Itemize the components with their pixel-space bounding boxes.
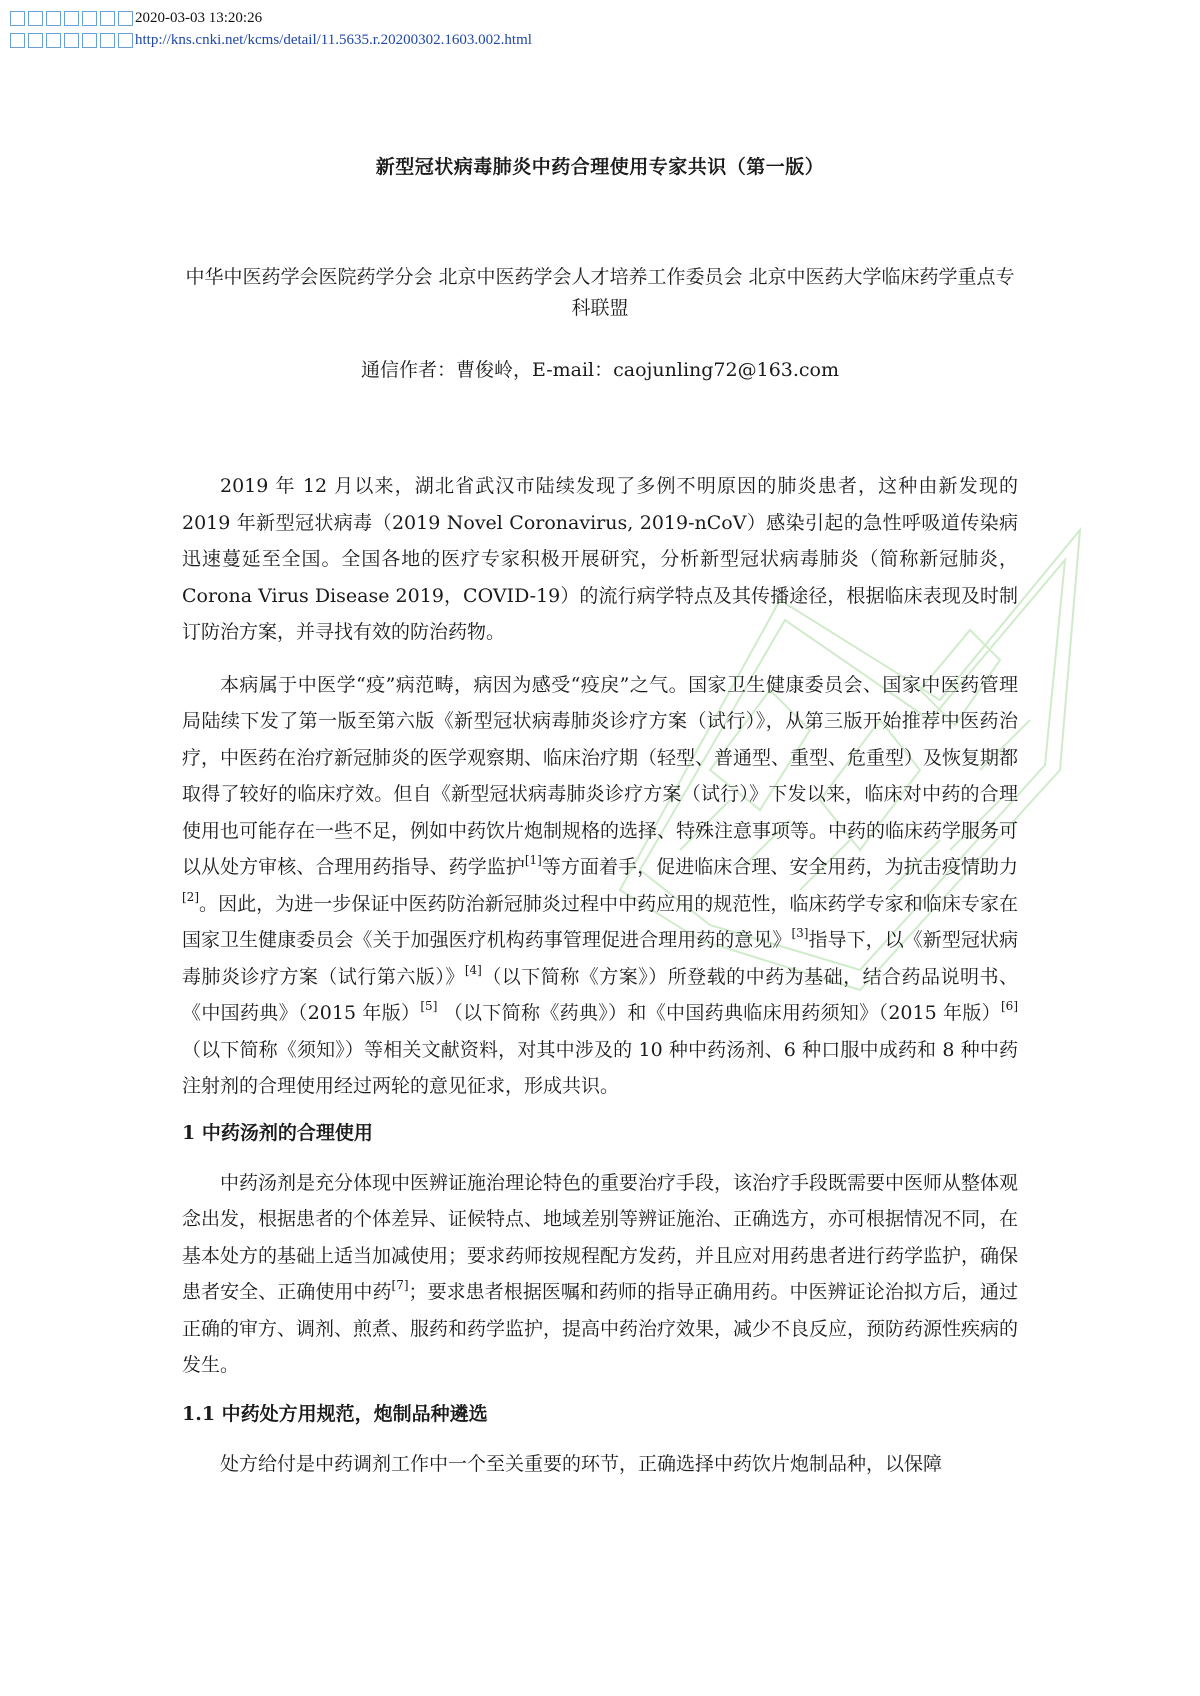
citation-6[interactable]: [6] xyxy=(1001,999,1018,1013)
paper-title: 新型冠状病毒肺炎中药合理使用专家共识（第一版） xyxy=(375,156,825,178)
download-header xyxy=(10,7,532,51)
section-1-paragraph: 中药汤剂是充分体现中医辨证施治理论特色的重要治疗手段，该治疗手段既需要中医师从整体观念出发，根据患者的个体差异、证候特点、地域差别等辨证施治、正确选方，亦可根据情况不同，在基本处方的基础上适当加减使用；要求药师按规程配方发药，并且应对用药患者进行药学监护，确保患者安全、正确使用中药[7]；要求患者根据医嘱和药师的指导正确用药。中医辨证论治拟方后，通过正确的审方、调剂、煎煮、服药和药学监护，提高中药治疗效果，减少不良反应，预防药源性疾病的发生。 xyxy=(182,1171,1019,1376)
background-paragraph: 本病属于中医学“疫”病范畴，病因为感受“疫戾”之气。国家卫生健康委员会、国家中医药管理局陆续下发了第一版至第六版《新型冠状病毒肺炎诊疗方案（试行）》，从第三版开始推荐中医药治疗，中医药在治疗新冠肺炎的医学观察期、临床治疗期（轻型、普通型、重型、危重型）及恢复期都取得了较好的临床疗效。但自《新型冠状病毒肺炎诊疗方案（试行）》下发以来，临床对中药的合理使用也可能存在一些不足，例如中药饮片炮制规格的选择、特殊注意事项等。中药的临床药学服务可以从处方审核、合理用药指导、药学监护[1]等方面着手，促进临床合理、安全用药，为抗击疫情助力[2]。因此，为进一步保证中医药防治新冠肺炎过程中中药应用的规范性，临床药学专家和临床专家在国家卫生健康委员会《关于加强医疗机构药事管理促进合理用药的意见》[3]指导下，以《新型冠状病毒肺炎诊疗方案（试行第六版）》[4]（以下简称《方案》）所登载的中药为基础，结合药品说明书、《中国药典》（2015 年版）[5] （以下简称《药典》）和《中国药典临床用药须知》（2015 年版）[6] （以下简称《须知》）等相关文献资料，对其中涉及的 10 种中药汤剂、6 种口服中成药和 8 种中药注射剂的合理使用经过两轮的意见征求，形成共识。 xyxy=(182,673,1019,1097)
download-timestamp: 2020-03-03 13:20:26 xyxy=(135,10,263,26)
placeholder-glyph-boxes xyxy=(10,33,133,48)
header-url-row xyxy=(10,29,532,51)
citation-2[interactable]: [2] xyxy=(182,889,199,904)
corresponding-author: 通信作者：曹俊岭，E-mail：caojunling72@163.com xyxy=(360,359,840,381)
author-affiliation: 中华中医药学会医院药学分会 北京中医药学会人才培养工作委员会 北京中医药大学临床药学重点专科联盟 xyxy=(185,266,1015,319)
citation-7[interactable]: [7] xyxy=(391,1278,409,1292)
citation-1[interactable]: [1] xyxy=(524,853,542,867)
citation-4[interactable]: [4] xyxy=(464,962,482,977)
intro-paragraph: 2019 年 12 月以来，湖北省武汉市陆续发现了多例不明原因的肺炎患者，这种由新发现的 2019 年新型冠状病毒（2019 Novel Coronavirus, 2019-nCoV）感染引起的急性呼吸道传染病迅速蔓延至全国。全国各地的医疗专家积极开展研究，分析新型冠状病毒肺炎（简称新冠肺炎，Corona Virus Disease 2019，COVID-19）的流行病学特点及其传播途径，根据临床表现及时制订防治方案，并寻找有效的防治药物。 xyxy=(182,475,1018,643)
section-heading-1-1: 1.1 中药处方用规范，炮制品种遴选 xyxy=(182,1402,488,1425)
section-heading-1: 1 中药汤剂的合理使用 xyxy=(182,1121,373,1144)
article-url-link[interactable]: http://kns.cnki.net/kcms/detail/11.5635.r.20200302.1603.002.html xyxy=(135,32,532,48)
section-1-1-paragraph: 处方给付是中药调剂工作中一个至关重要的环节，正确选择中药饮片炮制品种，以保障 xyxy=(220,1452,943,1475)
citation-3[interactable]: [3] xyxy=(791,926,809,940)
paper-body xyxy=(182,468,1018,1482)
citation-5[interactable]: [5] xyxy=(420,999,438,1013)
placeholder-glyph-boxes xyxy=(10,11,133,26)
header-date-row xyxy=(10,7,532,29)
